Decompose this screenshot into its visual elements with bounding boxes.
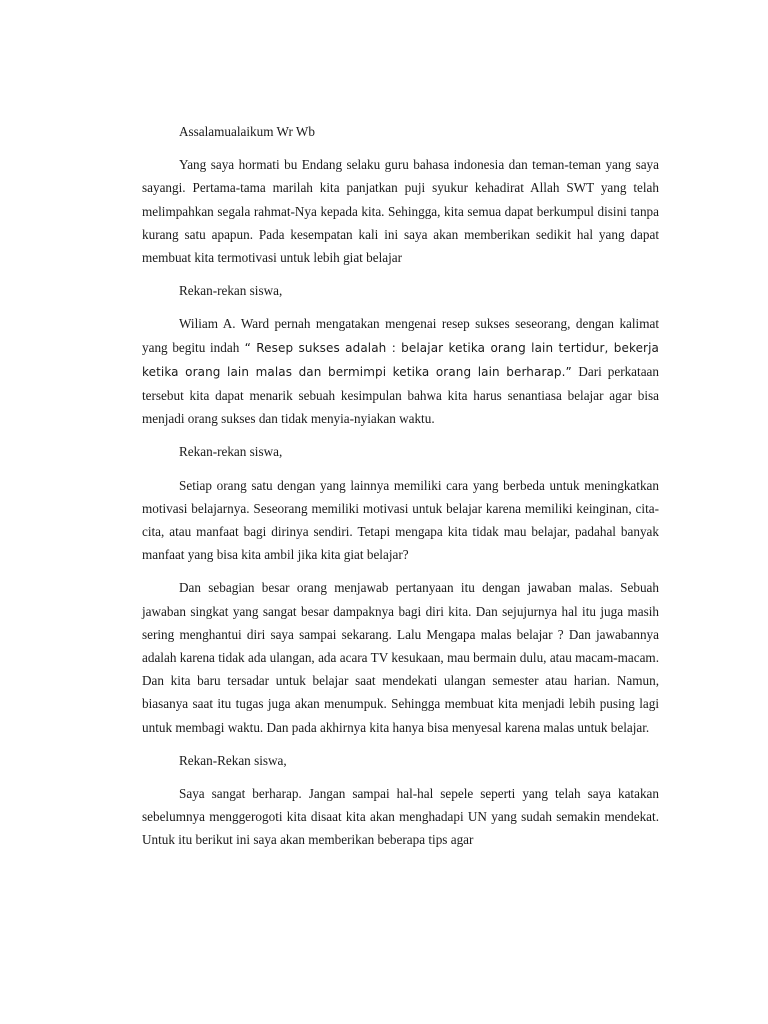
quote-paragraph [142,312,659,430]
quote-conclusion-text: Dari perkataan tersebut kita dapat menarik sebuah kesimpulan bahwa kita harus senantiasa belajar agar bisa menjadi orang sukses dan tidak menyia-nyiakan waktu. [142,363,659,427]
motivation-paragraph: Setiap orang satu dengan yang lainnya memiliki cara yang berbeda untuk meningkatkan motivasi belajarnya. Seseorang memiliki motivasi untuk belajar karena memiliki keinginan, cita-cita, atau manfaat bagi dirinya sendiri. Tetapi mengapa kita tidak mau belajar, padahal banyak manfaat yang bisa kita ambil jika kita giat belajar? [142,477,659,563]
laziness-paragraph: Dan sebagian besar orang menjawab pertanyaan itu dengan jawaban malas. Sebuah jawaban singkat yang sangat besar dampaknya bagi diri kita. Dan sejujurnya hal itu juga masih sering menghantui diri saya sampai sekarang. Lalu Mengapa malas belajar ? Dan jawabannya adalah karena tidak ada ulangan, ada acara TV kesukaan, mau bermain dulu, atau macam-macam. Dan kita baru tersadar untuk belajar saat mendekati ulangan semester atau harian. Namun, biasanya saat itu tugas juga akan menumpuk. Sehingga membuat kita menjadi lebih pusing lagi untuk membagi waktu. Dan pada akhirnya kita hanya bisa menyesal karena malas untuk belajar. [142,580,659,735]
quote-lead-text: Wiliam A. Ward pernah mengatakan mengenai resep sukses seseorang, dengan kalimat yang begitu indah [142,316,659,355]
speech-text [142,120,659,862]
address-line: Rekan-rekan siswa, [179,444,283,460]
opening-paragraph: Yang saya hormati bu Endang selaku guru bahasa indonesia dan teman-teman yang saya sayangi. Pertama-tama marilah kita panjatkan puji syukur kehadirat Allah SWT yang telah melimpahkan segala rahmat-Nya kepada kita. Sehingga, kita semua dapat berkumpul disini tanpa kurang satu apapun. Pada kesempatan kali ini saya akan memberikan sedikit hal yang dapat membuat kita termotivasi untuk lebih giat belajar [142,157,659,266]
address-line: Rekan-rekan siswa, [179,283,283,299]
hope-paragraph: Saya sangat berharap. Jangan sampai hal-hal sepele seperti yang telah saya katakan sebelumnya menggerogoti kita disaat kita akan menghadapi UN yang sudah semakin mendekat. Untuk itu berikut ini saya akan memberikan beberapa tips agar [142,786,659,848]
quote-text: “ Resep sukses adalah : belajar ketika orang lain tertidur, bekerja ketika orang lain malas dan bermimpi ketika orang lain berharap.” [142,340,659,379]
address-line: Rekan-Rekan siswa, [179,752,287,768]
greeting: Assalamualaikum Wr Wb [179,124,315,139]
